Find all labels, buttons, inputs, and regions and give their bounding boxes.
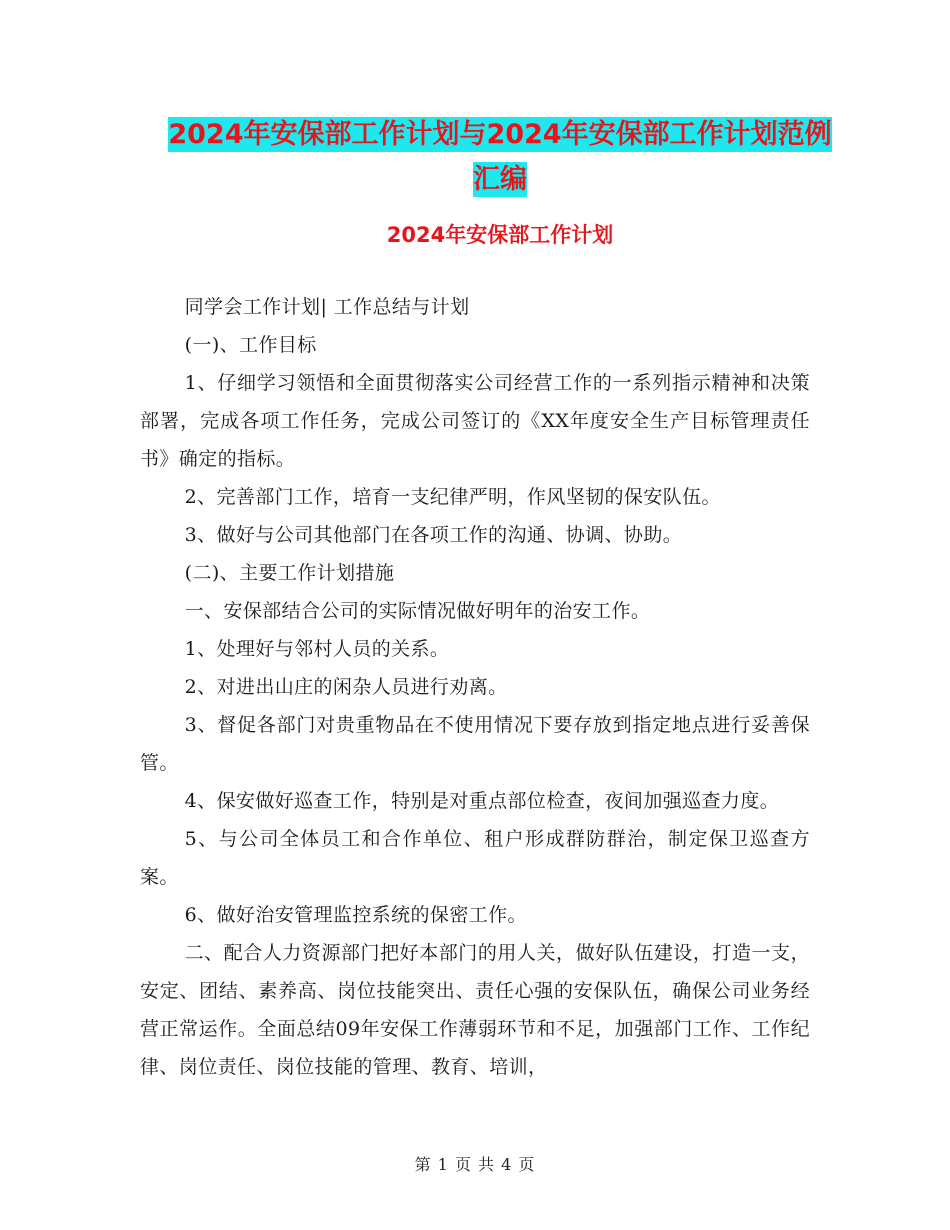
paragraph-intro: 同学会工作计划| 工作总结与计划 [184,296,470,318]
paragraph-measure-a-3: 3、督促各部门对贵重物品在不使用情况下要存放到指定地点进行妥善保管。 [140,714,810,774]
paragraph-measure-a: 一、安保部结合公司的实际情况做好明年的治安工作。 [184,600,651,622]
document-body [140,288,810,1086]
document-title-line-1: 2024年安保部工作计划与2024年安保部工作计划范例 [168,119,832,150]
paragraph-goal-2: 2、完善部门工作，培育一支纪律严明，作风坚韧的保安队伍。 [184,486,721,508]
section-heading: 2024年安保部工作计划 [386,223,614,247]
document-title [140,112,860,202]
paragraph-goal-3: 3、做好与公司其他部门在各项工作的沟通、协调、协助。 [184,524,683,546]
document-title-line-2: 汇编 [473,164,527,195]
paragraph-measure-b: 二、配合人力资源部门把好本部门的用人关，做好队伍建设，打造一支，安定、团结、素养高、岗位技能突出、责任心强的安保队伍，确保公司业务经营正常运作。全面总结09年安保工作薄弱环节和不足，加强部门工作、工作纪律、岗位责任、岗位技能的管理、教育、培训， [140,942,810,1078]
paragraph-measure-a-2: 2、对进出山庄的闲杂人员进行劝离。 [184,676,508,698]
paragraph-measure-a-4: 4、保安做好巡查工作，特别是对重点部位检查，夜间加强巡查力度。 [184,790,780,812]
paragraph-goals-heading: (一)、工作目标 [184,334,317,356]
paragraph-measure-a-5: 5、与公司全体员工和合作单位、租户形成群防群治，制定保卫巡查方案。 [140,828,810,888]
page-footer: 第 1 页 共 4 页 [414,1155,536,1174]
paragraph-measure-a-1: 1、处理好与邻村人员的关系。 [184,638,450,660]
paragraph-measure-a-6: 6、做好治安管理监控系统的保密工作。 [184,904,527,926]
paragraph-measures-heading: (二)、主要工作计划措施 [184,562,395,584]
paragraph-goal-1: 1、仔细学习领悟和全面贯彻落实公司经营工作的一系列指示精神和决策部署，完成各项工作任务，完成公司签订的《XX年度安全生产目标管理责任书》确定的指标。 [140,372,810,470]
